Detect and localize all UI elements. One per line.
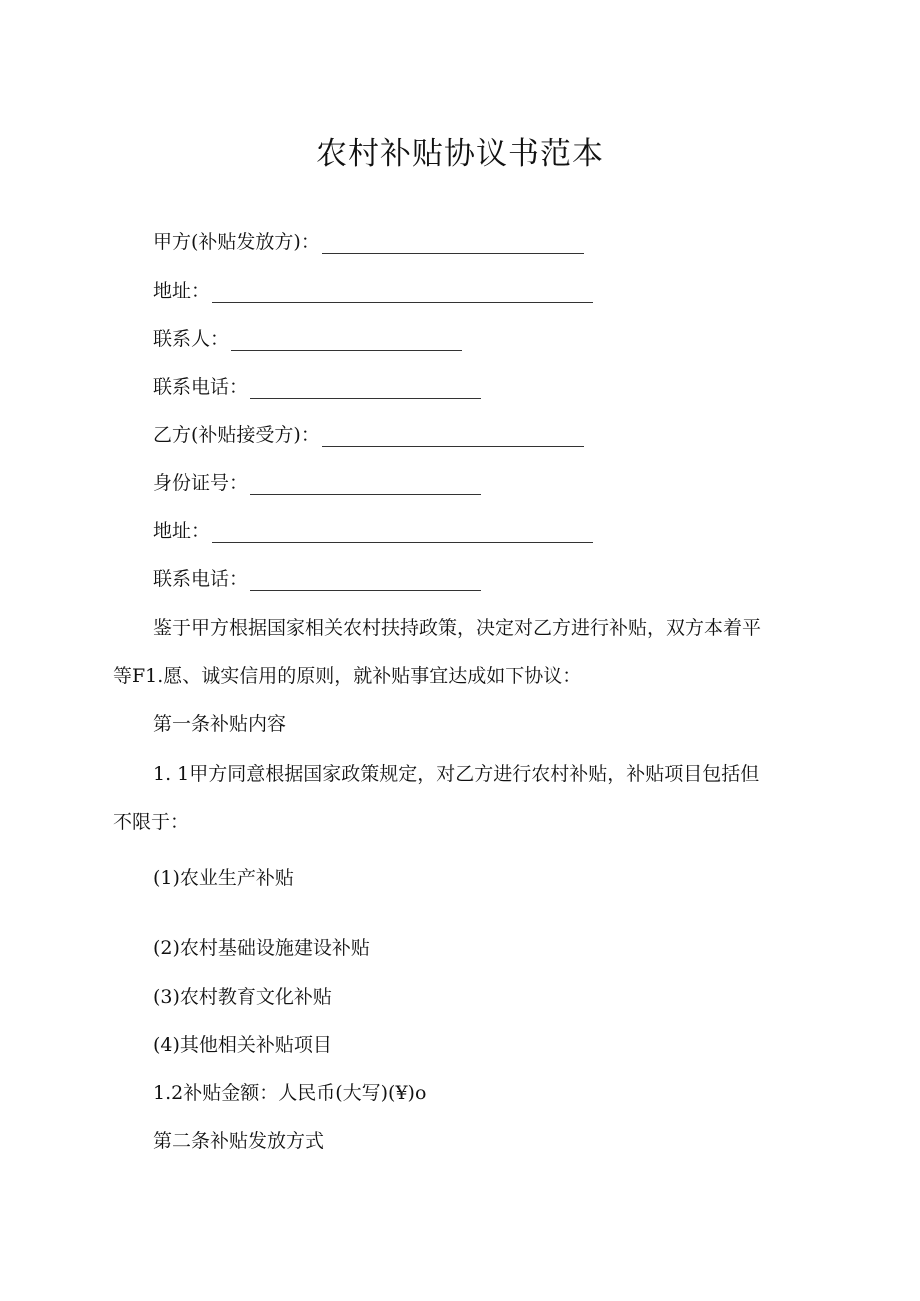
field-label: 身份证号：	[153, 472, 249, 494]
field-phone-a	[153, 375, 481, 399]
document-title: 农村补贴协议书范本	[316, 136, 604, 172]
field-label: 联系电话：	[153, 376, 249, 398]
field-label: 联系人：	[153, 328, 230, 350]
field-contact-person	[153, 327, 462, 351]
list-item: (4)其他相关补贴项目	[153, 1034, 332, 1056]
article-1-heading: 第一条补贴内容	[153, 713, 287, 735]
blank-line	[322, 428, 584, 447]
clause-1-1-line2: 不限于：	[113, 811, 190, 833]
blank-line	[212, 284, 593, 303]
blank-line	[250, 572, 481, 591]
blank-line	[212, 524, 593, 543]
field-label: 联系电话：	[153, 568, 249, 590]
clause-1-1-line1: 1. 1甲方同意根据国家政策规定，对乙方进行农村补贴，补贴项目包括但	[153, 763, 760, 785]
clause-1-2: 1.2补贴金额：人民币(大写)(¥)o	[153, 1082, 427, 1104]
list-item: (3)农村教育文化补贴	[153, 986, 332, 1008]
list-item: (2)农村基础设施建设补贴	[153, 937, 370, 959]
field-label: 地址：	[153, 520, 211, 542]
blank-line	[231, 332, 462, 351]
article-2-heading: 第二条补贴发放方式	[153, 1130, 325, 1152]
field-phone-b	[153, 567, 481, 591]
field-address-b	[153, 519, 593, 543]
list-item: (1)农业生产补贴	[153, 867, 294, 889]
field-address-a	[153, 279, 593, 303]
blank-line	[322, 235, 584, 254]
field-label: 地址：	[153, 280, 211, 302]
field-label: 乙方(补贴接受方)：	[153, 424, 320, 446]
field-party-a	[153, 230, 584, 254]
blank-line	[250, 476, 481, 495]
field-party-b	[153, 423, 584, 447]
blank-line	[250, 380, 481, 399]
field-id-number	[153, 471, 481, 495]
intro-paragraph-line1: 鉴于甲方根据国家相关农村扶持政策，决定对乙方进行补贴，双方本着平	[153, 617, 762, 639]
intro-paragraph-line2: 等F1.愿、诚实信用的原则，就补贴事宜达成如下协议：	[113, 665, 582, 687]
field-label: 甲方(补贴发放方)：	[153, 231, 320, 253]
